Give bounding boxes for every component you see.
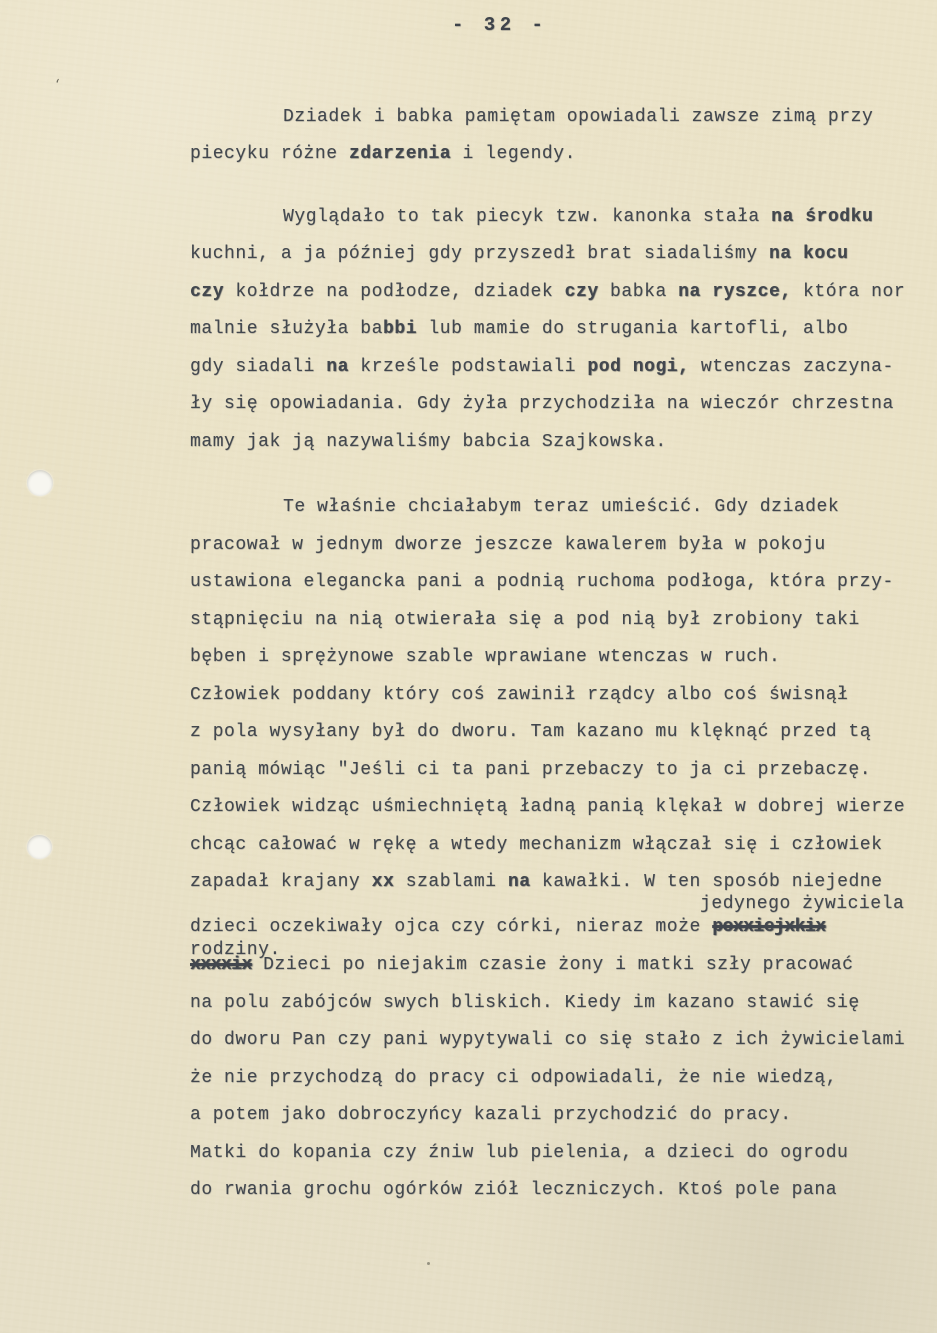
- text-line: [190, 88, 930, 126]
- text-segment: wtenczas zaczyna-: [689, 356, 894, 377]
- text-segment: malnie służyła ba: [190, 319, 383, 339]
- text-line: [190, 554, 930, 592]
- text-line: [190, 816, 930, 854]
- hole-punch-bottom: [27, 835, 52, 859]
- text-segment: i legendy.: [451, 144, 576, 164]
- text-segment: która nor: [791, 281, 906, 302]
- text-segment: pod nogi,: [587, 356, 690, 377]
- text-segment: Dzieci po niejakim czasie żony i matki szły pracować: [251, 955, 854, 975]
- hole-punch-top: [27, 470, 53, 496]
- text-segment: bbi: [382, 319, 418, 339]
- text-segment: na polu zabójców swych bliskich. Kiedy im kazano stawić się: [190, 992, 860, 1013]
- text-segment: czy: [190, 281, 225, 302]
- text-segment: zdarzenia: [348, 144, 452, 164]
- text-segment: stąpnięciu na nią otwierała się a pod nią był zrobiony taki: [190, 609, 860, 630]
- text-segment: kawałki. W ten sposób niejedne: [530, 872, 883, 892]
- text-segment: ustawiona elegancka pani a podnią ruchoma podłoga, która przy-: [190, 572, 894, 592]
- text-segment: kołdrze na podłodze, dziadek: [224, 281, 565, 302]
- text-line: [190, 413, 930, 451]
- text-segment: a potem jako dobroczyńcy kazali przychodzić do pracy.: [190, 1105, 792, 1125]
- text-line: [190, 479, 930, 517]
- text-segment: xxxxix: [190, 955, 252, 975]
- text-segment: rodziny.: [190, 940, 281, 960]
- text-segment: czy: [564, 281, 599, 302]
- text-line: [190, 913, 930, 936]
- text-line: [190, 779, 930, 817]
- text-segment: Człowiek widząc uśmiechniętą ładną panią klękał w dobrej wierze: [190, 797, 906, 817]
- page-number: - 32 -: [452, 14, 548, 36]
- text-segment: Dziadek i babka pamiętam opowiadali zawsze zimą przy: [283, 106, 874, 127]
- text-segment: lub mamie do strugania kartofli, albo: [417, 319, 849, 339]
- stray-speck: [427, 1262, 430, 1265]
- text-segment: chcąc całować w rękę a wtedy mechanizm włączał się i człowiek: [190, 834, 883, 855]
- text-segment: do rwania grochu ogórków ziół leczniczych. Ktoś pole pana: [190, 1180, 838, 1200]
- text-line: [190, 516, 930, 554]
- text-segment: bęben i sprężynowe szable wprawiane wtenczas w ruch.: [190, 647, 781, 667]
- text-segment: xx: [371, 872, 395, 892]
- text-segment: kuchni, a ja później gdy przyszedł brat siadaliśmy: [190, 244, 769, 264]
- text-line: [190, 891, 930, 913]
- text-line: [190, 301, 930, 339]
- text-segment: gdy siadali: [190, 356, 327, 377]
- text-segment: na środku: [771, 206, 874, 227]
- text-line: [190, 629, 930, 667]
- text-segment: piecyku różne: [190, 144, 349, 164]
- text-segment: do dworu Pan czy pani wypytywali co się stało z ich żywicielami: [190, 1030, 906, 1050]
- text-line: [190, 741, 930, 779]
- stray-ink-mark: ʻ: [55, 76, 60, 94]
- text-segment: zapadał krajany: [190, 872, 372, 892]
- text-line: [190, 263, 930, 301]
- text-segment: krześle podstawiali: [348, 356, 588, 377]
- text-segment: mamy jak ją nazywaliśmy babcia Szajkowska.: [190, 431, 667, 452]
- text-line: [190, 376, 930, 414]
- text-segment: babka: [598, 281, 679, 302]
- text-segment: na: [507, 872, 531, 892]
- text-line: [190, 1087, 930, 1125]
- text-line: [190, 188, 930, 226]
- text-segment: z pola wysyłany był do dworu. Tam kazano mu klęknąć przed tą: [190, 722, 872, 742]
- text-line: [190, 1162, 930, 1200]
- text-line: [190, 1124, 930, 1162]
- text-segment: Te właśnie chciałabym teraz umieścić. Gdy dziadek: [283, 497, 840, 517]
- text-line: [190, 591, 930, 629]
- text-line: [190, 1012, 930, 1050]
- text-segment: na kocu: [768, 244, 849, 264]
- text-segment: poxxiejxkix: [712, 917, 826, 937]
- text-line: [190, 1049, 930, 1087]
- text-line: [190, 704, 930, 742]
- text-segment: Matki do kopania czy źniw lub pielenia, a dzieci do ogrodu: [190, 1142, 849, 1163]
- text-line: [190, 974, 930, 1012]
- typewritten-text: [190, 88, 930, 1199]
- text-segment: dzieci oczekiwały ojca czy córki, nieraz może: [190, 917, 713, 937]
- text-segment: Człowiek poddany który coś zawinił rządcy albo coś świsnął: [190, 684, 849, 705]
- text-line: [190, 226, 930, 264]
- text-line: [190, 955, 930, 975]
- text-segment: Wyglądało to tak piecyk tzw. kanonka stała: [283, 206, 772, 227]
- text-segment: ły się opowiadania. Gdy żyła przychodziła na wieczór chrzestna: [190, 394, 894, 414]
- text-line: [190, 854, 930, 892]
- text-segment: że nie przychodzą do pracy ci odpowiadali, że nie wiedzą,: [190, 1067, 838, 1088]
- text-segment: na ryszce,: [678, 281, 792, 302]
- text-segment: pracował w jednym dworze jeszcze kawalerem była w pokoju: [190, 534, 826, 555]
- text-segment: na: [326, 356, 349, 377]
- text-line: [190, 338, 930, 376]
- text-line: [190, 126, 930, 164]
- text-segment: szablami: [394, 872, 508, 892]
- text-segment: jedynego żywiciela: [700, 894, 905, 914]
- text-line: [190, 666, 930, 704]
- text-segment: panią mówiąc "Jeśli ci ta pani przebaczy to ja ci przebaczę.: [190, 759, 872, 780]
